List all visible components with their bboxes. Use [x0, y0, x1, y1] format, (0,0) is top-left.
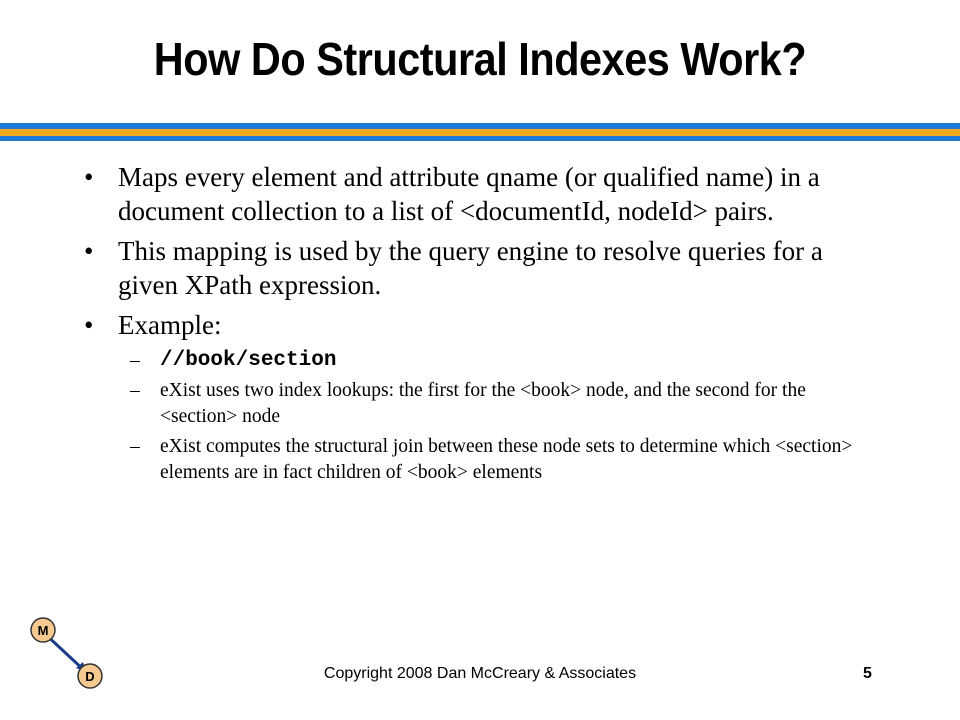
xpath-expression: //book/section	[160, 349, 337, 372]
logo-letter-d: D	[85, 669, 95, 684]
bullet-symbol: •	[84, 310, 94, 340]
sub-item-code	[84, 348, 884, 374]
bullet-item	[84, 308, 884, 342]
bullet-symbol: •	[84, 236, 94, 266]
bullet-item	[84, 160, 884, 228]
dash-symbol: –	[130, 350, 140, 371]
dash-symbol: –	[130, 436, 140, 457]
page-number: 5	[863, 665, 872, 682]
sub-item-text: eXist computes the structural join between these node sets to determine which <section> elements are in fact children of <book> elements	[160, 436, 853, 483]
slide-title: How Do Structural Indexes Work?	[153, 33, 807, 85]
footer-copyright: Copyright 2008 Dan McCreary & Associates	[323, 665, 637, 682]
bullet-text: Maps every element and attribute qname (or qualified name) in a document collection to a list of <documentId, nodeId> pairs.	[118, 162, 820, 226]
bullet-list	[84, 160, 884, 486]
sub-item-text: eXist uses two index lookups: the first for the <book> node, and the second for the <section> node	[160, 380, 806, 427]
sub-item	[84, 434, 884, 486]
dash-symbol: –	[130, 380, 140, 401]
bullet-text: This mapping is used by the query engine to resolve queries for a given XPath expression.	[118, 236, 823, 300]
title-rule-orange	[0, 129, 960, 136]
bullet-symbol: •	[84, 162, 94, 192]
title-rule-blue-bottom	[0, 136, 960, 141]
logo-letter-m: M	[37, 623, 49, 638]
sub-item	[84, 378, 884, 430]
bullet-item	[84, 234, 884, 302]
bullet-text: Example:	[118, 310, 222, 340]
